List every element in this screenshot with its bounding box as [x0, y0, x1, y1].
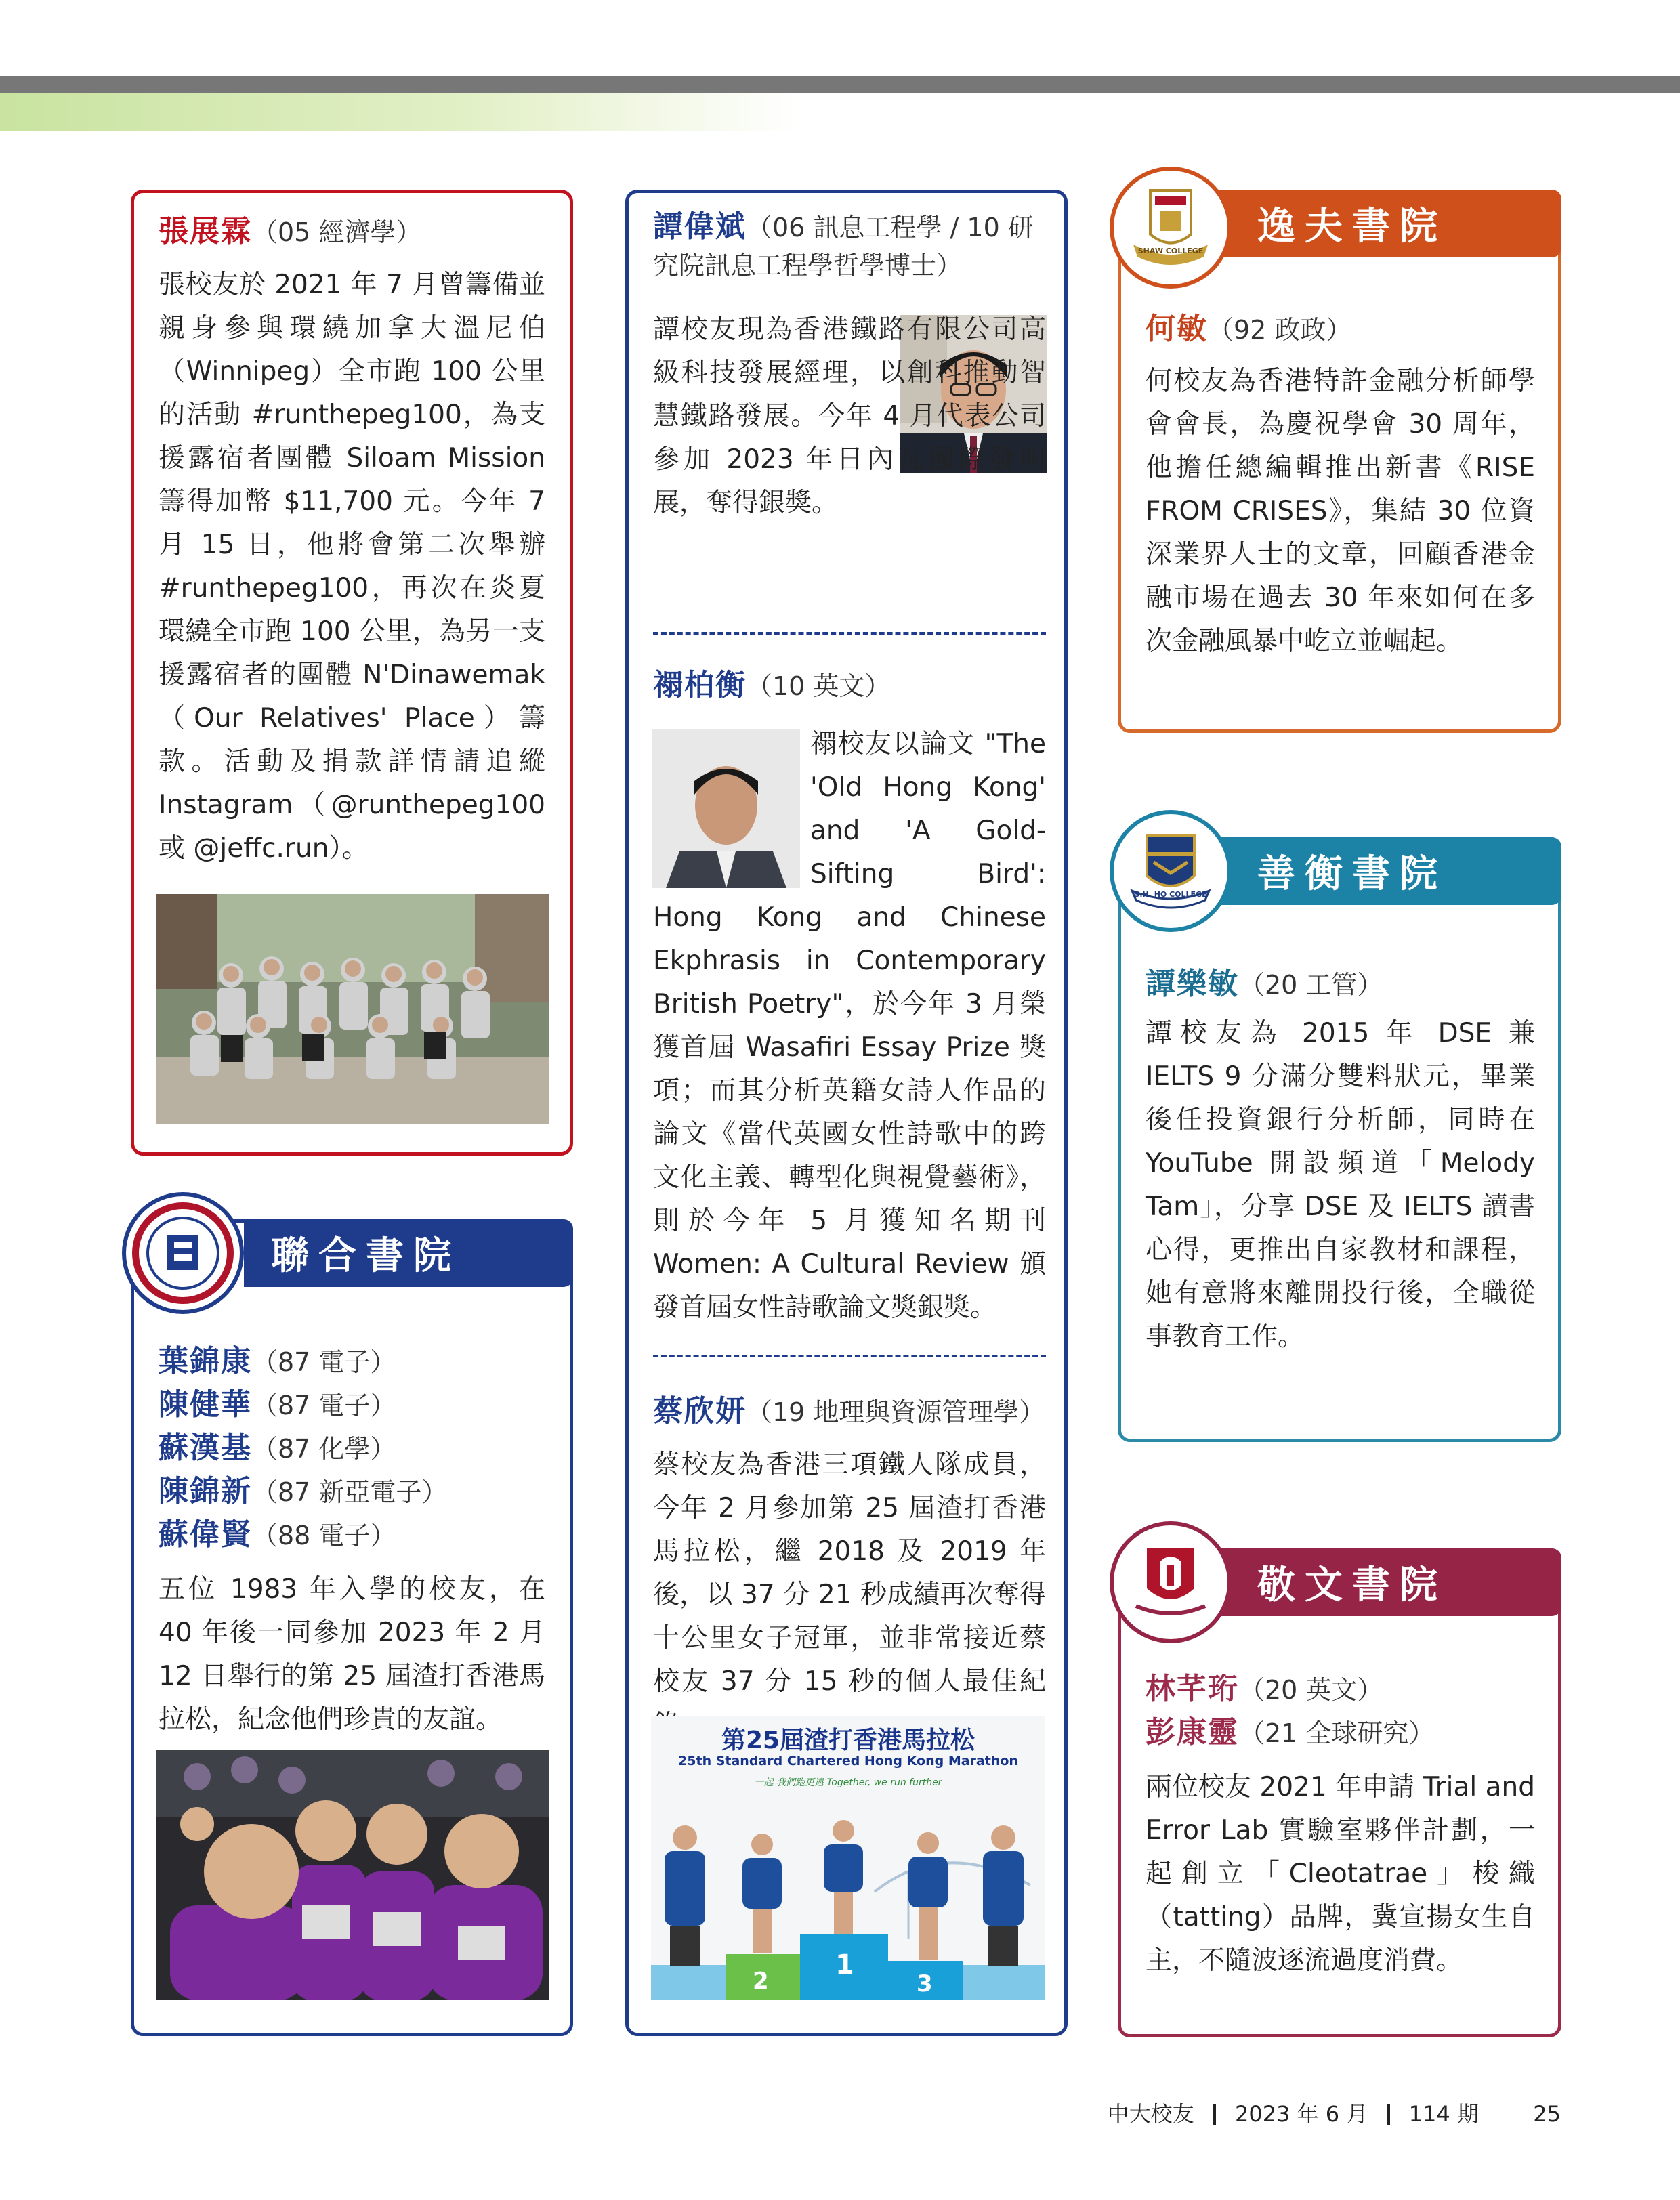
profile-body-top — [653, 308, 1046, 525]
profile-body: 禤校友以論文 "The 'Old Hong Kong' and 'A Gold-Sifting Bird': Hong Kong and Chinese Ekphrasis in Contemporary British Poetry"，於今年 3 月榮獲首屆 Wasafiri Essay Prize 獎項；而其分析英籍女詩人作品的論文《當代英國女性詩歌中的跨文化主義、轉型化與視覺藝術》，則於今年 5 月獲知名期刊 Women: A Cultural Review 頒發首屆女性詩歌論文獎銀獎。 — [653, 729, 1046, 1323]
photo-spacer — [653, 723, 810, 889]
alumni-name: 陳健華 — [159, 1387, 252, 1422]
profile-body: 何校友為香港特許金融分析師學會會長，為慶祝學會 30 周年，他擔任總編輯推出新書《RISE FROM CRISES》，集結 30 位資深業界人士的文章，回顧香港金融市場在過去 30 年來如何在多次金融風暴中屹立並崛起。 — [1146, 366, 1535, 656]
shaw-emblem-label: SHAW COLLEGE — [1137, 247, 1204, 255]
profile-tag: （92 政政） — [1208, 315, 1352, 345]
footer-separator — [1213, 2104, 1216, 2125]
shho-emblem-label: S.H. HO COLLEGE — [1134, 890, 1207, 899]
united-names — [159, 1336, 447, 1553]
footer-issue: 114 期 — [1408, 2101, 1479, 2127]
wysl-college-box — [1118, 1575, 1561, 2037]
alumni-name: 林芊珩 — [1146, 1672, 1239, 1706]
united-college-title: 聯合書院 — [271, 1234, 461, 1278]
footer-date: 2023 年 6 月 — [1235, 2101, 1368, 2127]
alumni-tag: （88 電子） — [252, 1521, 396, 1550]
alumni-tag: （87 化學） — [252, 1434, 396, 1464]
podium-place-1: 1 — [835, 1949, 854, 1981]
middle-column-box — [625, 190, 1068, 2036]
podium-place-2: 2 — [753, 1968, 769, 1995]
profile-heading — [653, 660, 890, 704]
alumni-tag: （20 英文） — [1239, 1675, 1383, 1705]
profile-name: 譚樂敏 — [1146, 967, 1239, 1001]
profile-tag: （20 工管） — [1239, 970, 1383, 1000]
runners-group-photo — [156, 894, 549, 1124]
shaw-college-box — [1118, 217, 1561, 733]
profile-name: 何敏 — [1146, 312, 1208, 346]
alumni-tag: （87 新亞電子） — [252, 1477, 448, 1507]
profile-heading — [653, 208, 1053, 284]
dashed-divider — [653, 632, 1046, 635]
profile-body-wrap — [653, 723, 1046, 1330]
alumni-tag: （21 全球研究） — [1239, 1718, 1435, 1748]
footer-separator — [1387, 2104, 1390, 2125]
profile-body: 譚校友為 2015 年 DSE 兼 IELTS 9 分滿分雙料狀元，畢業後任投資銀行分析師，同時在 YouTube 開設頻道「Melody Tam」，分享 DSE 及 IELTS 讀書心得，更推出自家教材和課程，她有意將來離開投行後，全職從事教育工作。 — [1146, 1018, 1535, 1352]
podium-place-3: 3 — [917, 1970, 933, 1997]
profile-body: 兩位校友 2021 年申請 Trial and Error Lab 實驗室夥伴計劃，一起創立「Cleotatrae」梭織（tatting）品牌，冀宣揚女生自主，不隨波逐流過度消費。 — [1146, 1772, 1535, 1976]
shaw-college-emblem-icon — [1110, 167, 1232, 289]
profile-tag: （10 英文） — [747, 671, 891, 701]
wysl-names — [1146, 1664, 1434, 1751]
wysl-college-emblem-icon — [1110, 1521, 1232, 1643]
alumni-tag: （87 電子） — [252, 1391, 396, 1420]
united-college-box — [131, 1219, 573, 2036]
profile-tag: （05 經濟學） — [252, 217, 422, 247]
profile-body: 張校友於 2021 年 7 月曾籌備並親身參與環繞加拿大溫尼伯（Winnipeg）全市跑 100 公里的活動 #runthepeg100，為支援露宿者團體 Siloam Mission 籌得加幣 $11,700 元。今年 7 月 15 日，他將會第二次舉辦 #runthepeg100，再次在炎夏環繞全市跑 100 公里，為另一支援露宿者的團體 N'Dinawemak（Our Relatives' Place）籌款。活動及捐款詳情請追縱 Instagram（@runthepeg100 或 @jeffc.run）。 — [159, 270, 545, 864]
marathon-banner-subtitle: 25th Standard Chartered Hong Kong Marathon — [678, 1754, 1018, 1769]
profile-body: 譚校友現為香港鐵路有限公司高級科技發展經理，以創科推動智慧鐵路發展。今年 4 月代表公司參加 2023 年日內瓦國際發明展，奪得銀獎。 — [653, 314, 1046, 518]
alumni-name: 蘇偉賢 — [159, 1517, 252, 1552]
united-college-banner — [244, 1219, 573, 1287]
alumni-name: 陳錦新 — [159, 1474, 252, 1508]
shho-college-box — [1118, 864, 1561, 1442]
marathon-selfie-photo — [156, 1750, 549, 2000]
top-bar — [0, 76, 1680, 93]
footer-magazine: 中大校友 — [1107, 2101, 1194, 2127]
united-body: 五位 1983 年入學的校友，在 40 年後一同參加 2023 年 2 月 12 日舉行的第 25 屆渣打香港馬拉松，紀念他們珍貴的友誼。 — [159, 1574, 545, 1735]
top-gradient — [0, 93, 799, 131]
profile-name: 譚偉斌 — [653, 209, 747, 244]
profile-body: 蔡校友為香港三項鐵人隊成員，今年 2 月參加第 25 屆渣打香港馬拉松，繼 2018 及 2019 年後，以 37 分 21 秒成績再次奪得十公里女子冠軍，並非常接近蔡校友 37 分 15 秒的個人最佳紀 — [653, 1450, 1046, 1697]
shho-college-emblem-icon — [1110, 810, 1232, 932]
profile-name: 張展霖 — [159, 214, 252, 249]
marathon-podium-photo — [651, 1716, 1045, 2000]
alumni-name: 彭康靈 — [1146, 1715, 1239, 1750]
profile-heading — [1146, 304, 1351, 347]
alumni-tag: （87 電子） — [252, 1347, 396, 1377]
shho-college-title: 善衡書院 — [1257, 852, 1447, 896]
page-footer — [1108, 2097, 1561, 2128]
profile-tag: （06 訊息工程學 / 10 研究院訊息工程學哲學博士） — [653, 213, 1034, 280]
united-college-emblem-icon — [122, 1192, 244, 1314]
alumni-name: 蘇漢基 — [159, 1431, 252, 1465]
marathon-banner-slogan: 一起 我們跑更遠 Together, we run further — [754, 1777, 942, 1788]
shaw-college-banner — [1219, 190, 1561, 257]
shho-college-banner — [1219, 837, 1561, 905]
wysl-college-title: 敬文書院 — [1257, 1563, 1447, 1607]
profile-name: 禤柏衡 — [653, 668, 747, 702]
shaw-college-title: 逸夫書院 — [1257, 205, 1447, 249]
profile-heading — [1146, 959, 1383, 1002]
wysl-college-banner — [1219, 1548, 1561, 1616]
profile-name: 蔡欣妍 — [653, 1394, 747, 1429]
page-number: 25 — [1533, 2101, 1561, 2127]
profile-box-cheung — [131, 190, 573, 1156]
profile-heading — [653, 1387, 1045, 1430]
dashed-divider — [653, 1355, 1046, 1357]
alumni-name: 葉錦康 — [159, 1344, 252, 1378]
marathon-banner-title: 第25屆渣打香港馬拉松 — [721, 1727, 975, 1754]
profile-heading — [159, 207, 545, 250]
profile-tag: （19 地理與資源管理學） — [747, 1397, 1045, 1427]
